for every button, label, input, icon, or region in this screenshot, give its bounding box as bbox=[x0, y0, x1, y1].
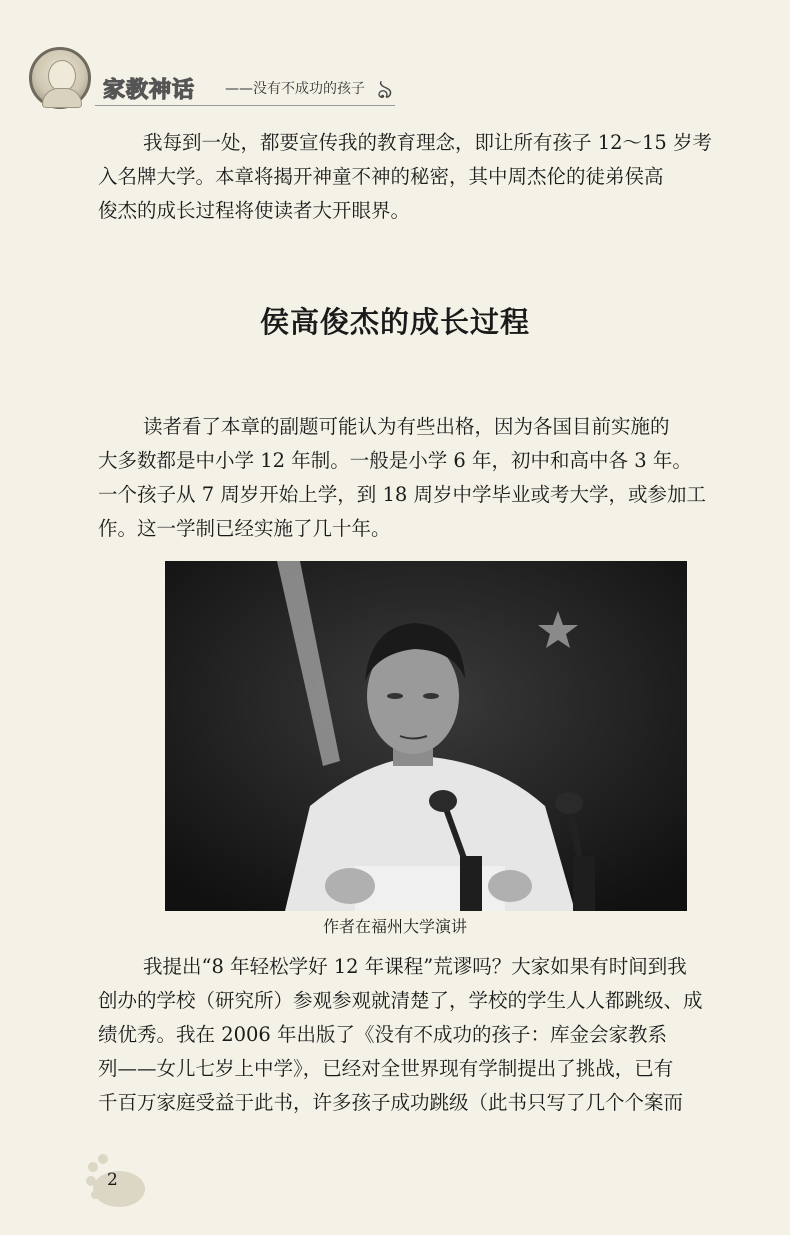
text-line: 俊杰的成长过程将使读者大开眼界。 bbox=[98, 199, 411, 222]
text-line: 大多数都是中小学 12 年制。一般是小学 6 年，初中和高中各 3 年。 bbox=[98, 449, 692, 472]
header-divider bbox=[95, 105, 395, 106]
text-line: 千百万家庭受益于此书，许多孩子成功跳级（此书只写了几个个案而 bbox=[98, 1091, 684, 1114]
running-header bbox=[25, 45, 405, 115]
series-title: 家教神话 bbox=[103, 77, 196, 103]
body-paragraph-2 bbox=[98, 950, 748, 1120]
text-line: 读者看了本章的副题可能认为有些出格，因为各国目前实施的 bbox=[143, 415, 670, 438]
intro-paragraph bbox=[98, 126, 748, 228]
swirl-ornament-icon: ঌ bbox=[377, 75, 393, 105]
speaker-illustration bbox=[165, 561, 687, 911]
text-line: 创办的学校（研究所）参观参观就清楚了，学校的学生人人都跳级、成 bbox=[98, 989, 703, 1012]
text-line: 列——女儿七岁上中学》，已经对全世界现有学制提出了挑战，已有 bbox=[98, 1057, 674, 1080]
text-line: 入名牌大学。本章将揭开神童不神的秘密，其中周杰伦的徒弟侯高 bbox=[98, 165, 664, 188]
footprint-icon bbox=[85, 1153, 165, 1213]
section-title: 侯高俊杰的成长过程 bbox=[259, 305, 530, 339]
text-line: 我提出“8 年轻松学好 12 年课程”荒谬吗？大家如果有时间到我 bbox=[143, 955, 687, 978]
page-number: 2 bbox=[107, 1170, 118, 1190]
text-line: 一个孩子从 7 周岁开始上学，到 18 周岁中学毕业或考大学，或参加工 bbox=[98, 483, 707, 506]
lecture-photo bbox=[165, 561, 687, 911]
baby-avatar bbox=[29, 47, 91, 109]
body-paragraph-1 bbox=[98, 410, 748, 546]
text-line: 作。这一学制已经实施了几十年。 bbox=[98, 517, 391, 540]
series-subtitle: ——没有不成功的孩子 bbox=[225, 81, 365, 97]
text-line: 绩优秀。我在 2006 年出版了《没有不成功的孩子：库金会家教系 bbox=[98, 1023, 668, 1046]
photo-caption: 作者在福州大学演讲 bbox=[322, 917, 467, 936]
text-line: 我每到一处，都要宣传我的教育理念，即让所有孩子 12～15 岁考 bbox=[143, 131, 713, 154]
